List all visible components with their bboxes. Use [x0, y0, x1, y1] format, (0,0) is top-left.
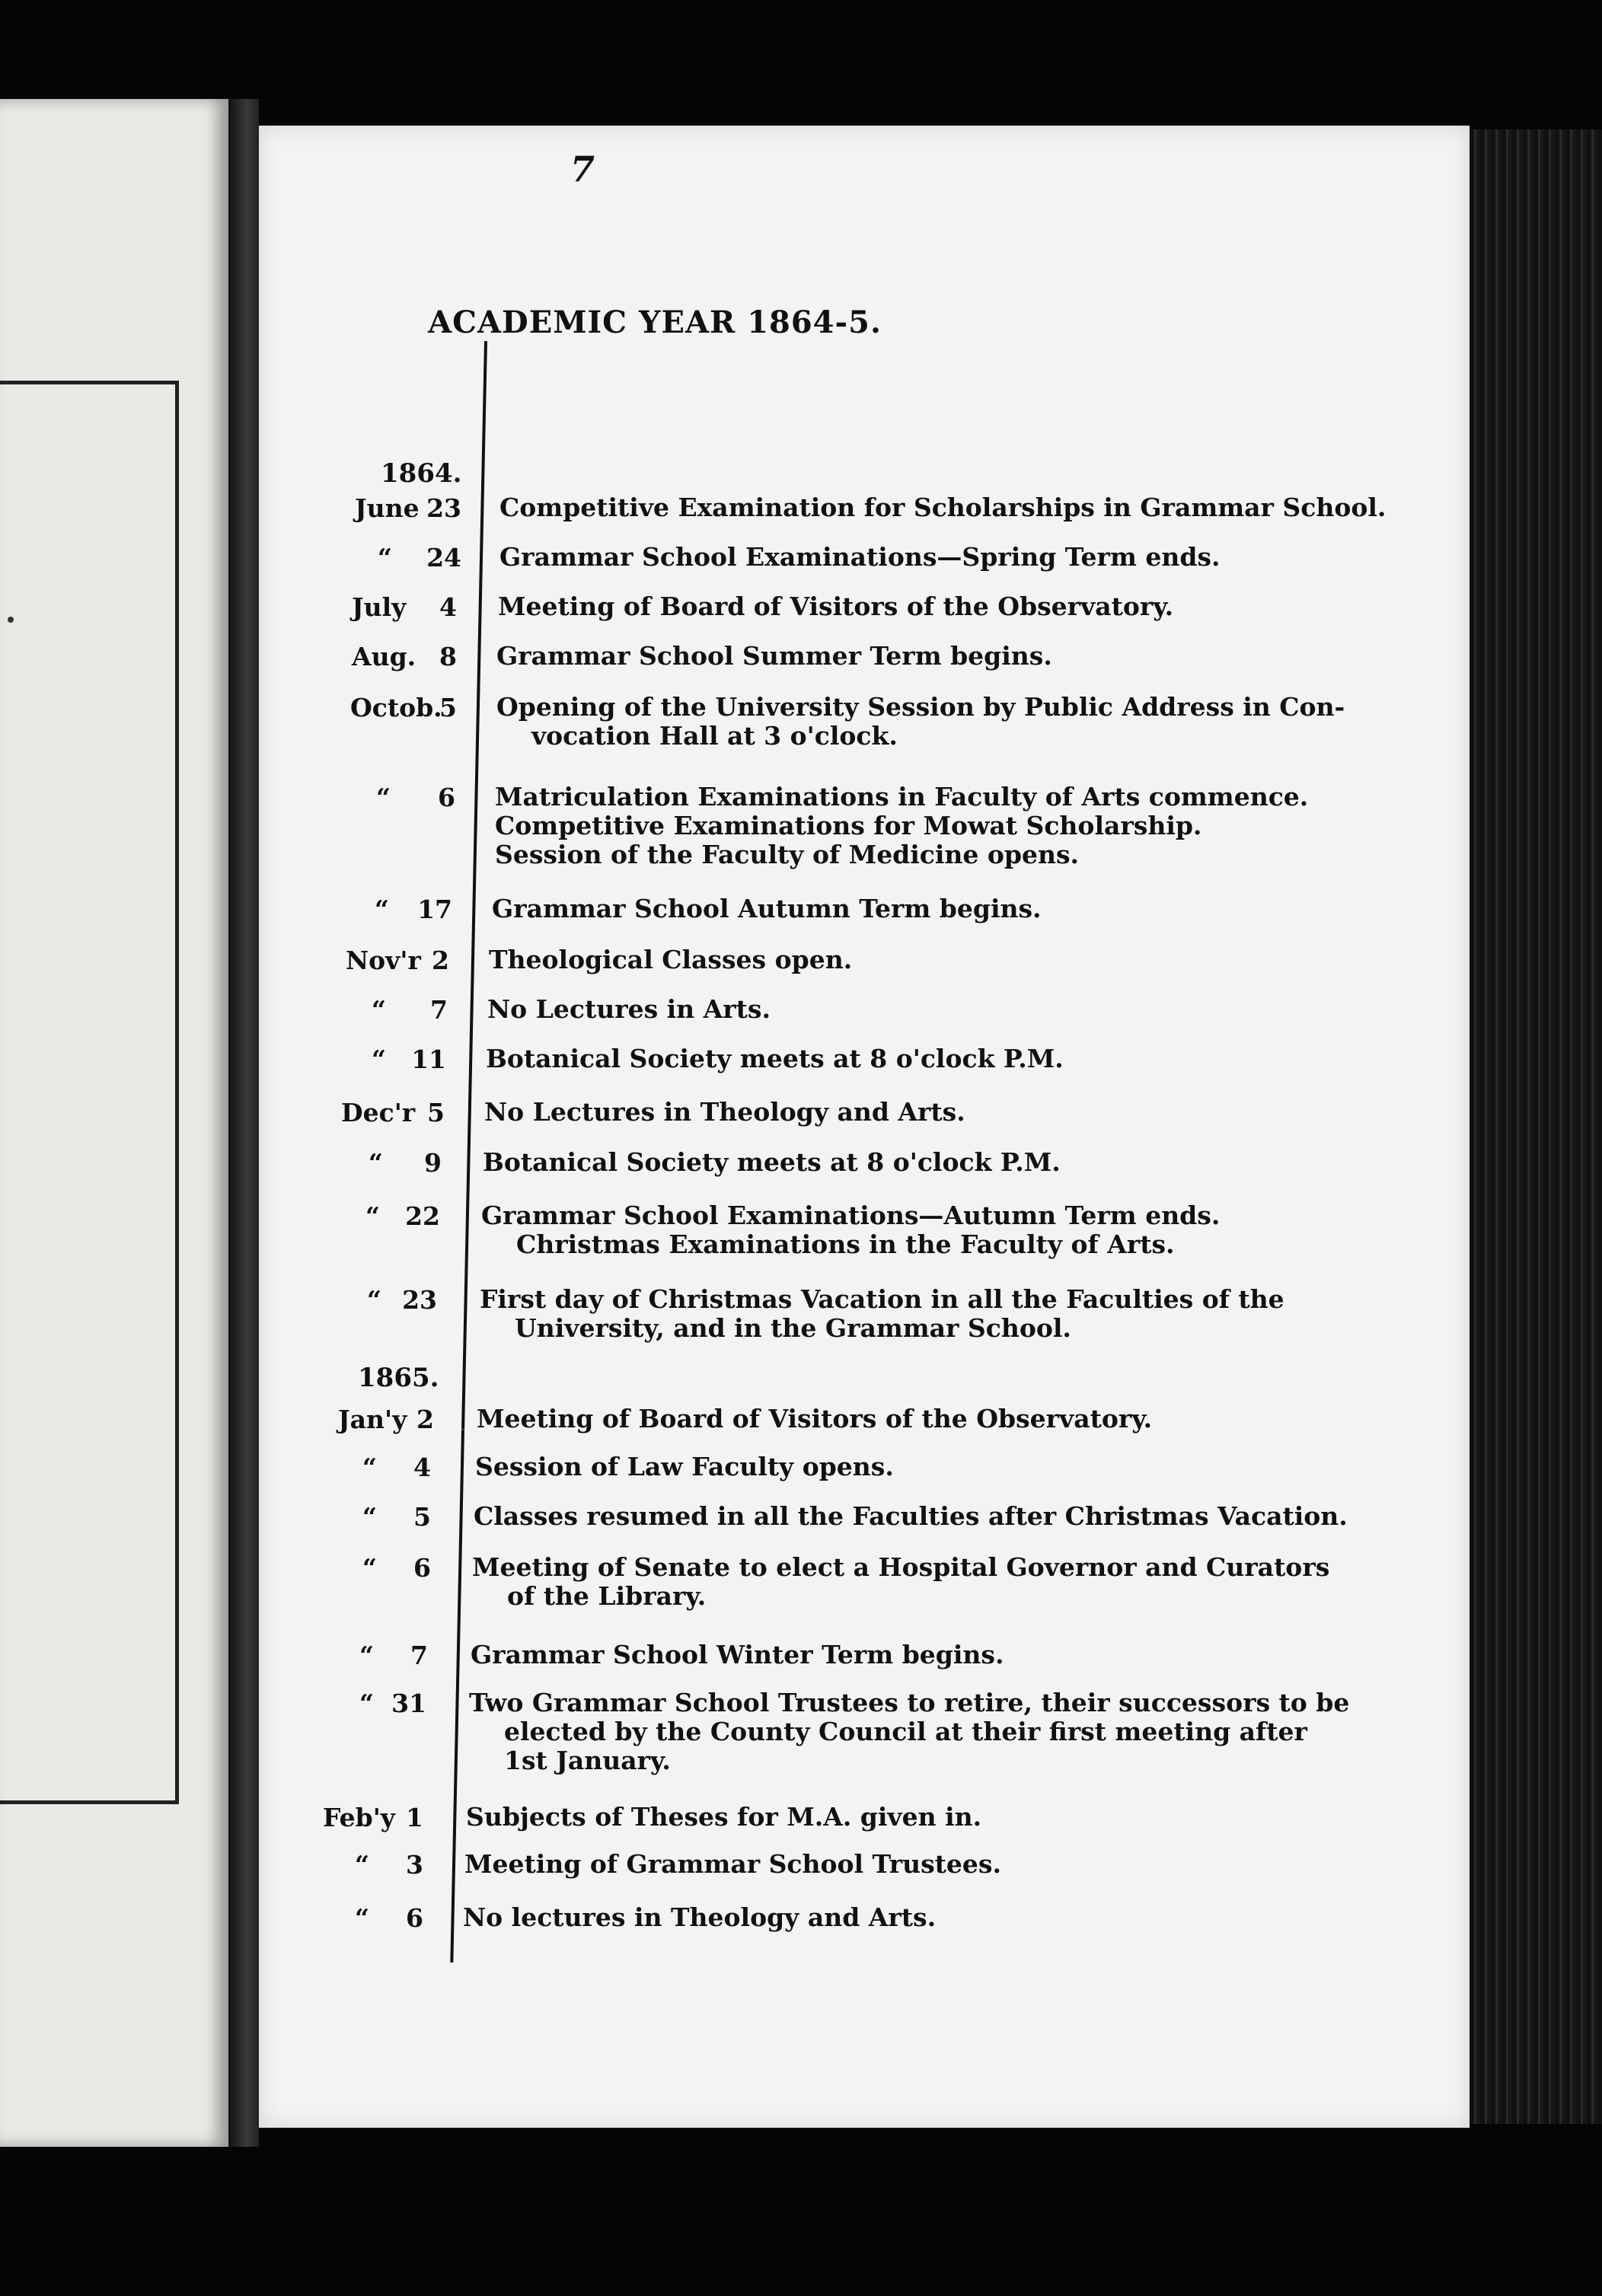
- entry-text: [474, 1502, 1348, 1531]
- entry-month: “: [362, 1453, 377, 1482]
- entry-text-line: 1st January.: [504, 1746, 671, 1775]
- entry-month: “: [372, 995, 386, 1025]
- entry-text-line: Grammar School Summer Term begins.: [496, 641, 1052, 671]
- entry-day: 7: [410, 1641, 428, 1670]
- entry-month: June: [355, 493, 420, 523]
- entry-month: “: [367, 1285, 381, 1315]
- entry-text-line: Theological Classes open.: [489, 945, 853, 974]
- entry-text: [492, 894, 1042, 923]
- entry-month: “: [365, 1201, 380, 1231]
- entry-day: 22: [405, 1201, 440, 1231]
- entry-text-line: Competitive Examinations for Mowat Scholarship.: [495, 811, 1202, 840]
- entry-day: 8: [439, 642, 457, 671]
- entry-text: [466, 1803, 981, 1832]
- entry-text-line: University, and in the Grammar School.: [515, 1313, 1071, 1343]
- year-label: 1865.: [358, 1363, 439, 1393]
- entry-month: “: [378, 543, 392, 572]
- entry-text: [481, 1201, 1220, 1259]
- entry-day: 9: [424, 1148, 442, 1178]
- entry-month: “: [372, 1044, 386, 1074]
- entry-text-line: No Lectures in Theology and Arts.: [484, 1097, 965, 1127]
- entry-day: 24: [426, 543, 461, 572]
- entry-month: July: [352, 592, 407, 622]
- entry-month: “: [362, 1502, 377, 1532]
- book-gutter: [228, 99, 259, 2147]
- entry-text-line: Meeting of Grammar School Trustees.: [464, 1849, 1001, 1879]
- entry-month: “: [369, 1148, 383, 1178]
- entry-month: “: [355, 1850, 369, 1880]
- entry-month: “: [359, 1641, 374, 1670]
- page-number: 7: [570, 148, 595, 190]
- entry-text: [486, 1044, 1064, 1073]
- entry-text-line: Matriculation Examinations in Faculty of Arts commence.: [495, 782, 1309, 812]
- entry-text-line: Meeting of Senate to elect a Hospital Governor and Curators: [472, 1552, 1330, 1582]
- entry-text: [475, 1453, 894, 1481]
- entry-text-line: Opening of the University Session by Public Address in Con-: [496, 692, 1345, 722]
- entry-text-line: Grammar School Autumn Term begins.: [492, 894, 1042, 923]
- facing-page-edge: [0, 99, 228, 2147]
- entry-text-line: Botanical Society meets at 8 o'clock P.M.: [486, 1044, 1064, 1073]
- entry-text: [480, 1285, 1284, 1343]
- entry-day: 4: [413, 1453, 431, 1482]
- entry-text-line: Classes resumed in all the Faculties after Christmas Vacation.: [474, 1501, 1348, 1531]
- entry-day: 6: [413, 1553, 431, 1583]
- entry-text: [483, 1148, 1061, 1177]
- entry-day: 31: [391, 1689, 426, 1718]
- entry-day: 6: [406, 1903, 423, 1933]
- entry-text: [489, 946, 852, 974]
- entry-text-line: First day of Christmas Vacation in all the Faculties of the: [480, 1284, 1284, 1314]
- entry-month: Octob.: [350, 693, 442, 722]
- entry-text-line: elected by the County Council at their first meeting after: [504, 1717, 1307, 1746]
- entry-month: “: [375, 894, 389, 924]
- entry-text-line: Competitive Examination for Scholarships in Grammar School.: [499, 493, 1387, 522]
- entry-month: “: [362, 1553, 377, 1583]
- entry-day: 7: [430, 995, 448, 1025]
- entry-text-line: Session of Law Faculty opens.: [475, 1452, 894, 1481]
- entry-text: [469, 1689, 1349, 1775]
- year-label: 1864.: [381, 458, 462, 489]
- entry-text: [499, 493, 1386, 522]
- entry-text: [487, 995, 771, 1024]
- page-stack-edge: [1470, 129, 1602, 2124]
- entry-text-line: Two Grammar School Trustees to retire, their successors to be: [469, 1688, 1350, 1717]
- entry-text-line: Grammar School Winter Term begins.: [471, 1640, 1004, 1669]
- entry-day: 2: [432, 946, 449, 975]
- entry-text: [484, 1098, 965, 1127]
- entry-text-line: No lectures in Theology and Arts.: [463, 1902, 937, 1932]
- entry-day: 23: [426, 493, 461, 523]
- entry-text: [495, 783, 1308, 869]
- entry-text-line: Botanical Society meets at 8 o'clock P.M.: [483, 1147, 1061, 1177]
- entry-text-line: Meeting of Board of Visitors of the Observatory.: [498, 592, 1174, 621]
- entry-month: Nov'r: [346, 946, 421, 975]
- entry-text: [499, 543, 1220, 572]
- entry-day: 2: [416, 1405, 434, 1434]
- entry-day: 11: [411, 1044, 446, 1074]
- entry-text-line: Meeting of Board of Visitors of the Observatory.: [477, 1404, 1153, 1433]
- entry-text-line: vocation Hall at 3 o'clock.: [531, 721, 898, 751]
- entry-day: 6: [438, 783, 455, 812]
- entry-month: Feb'y: [323, 1803, 395, 1832]
- entry-text-line: No Lectures in Arts.: [487, 994, 771, 1024]
- entry-day: 17: [417, 894, 452, 924]
- entry-text: [477, 1405, 1152, 1433]
- entry-text-line: Grammar School Examinations—Spring Term ends.: [499, 542, 1221, 572]
- entry-text: [471, 1641, 1004, 1669]
- entry-day: 1: [406, 1803, 423, 1832]
- entry-day: 5: [439, 693, 457, 722]
- entry-text-line: Subjects of Theses for M.A. given in.: [466, 1802, 982, 1832]
- entry-day: 5: [413, 1502, 431, 1532]
- entry-text: [496, 693, 1345, 751]
- entry-day: 5: [427, 1098, 445, 1127]
- entry-month: “: [376, 783, 391, 812]
- entry-day: 3: [406, 1850, 423, 1880]
- entry-month: Aug.: [352, 642, 416, 671]
- entry-month: “: [359, 1689, 374, 1718]
- entry-month: Dec'r: [341, 1098, 416, 1127]
- entry-text: [463, 1903, 936, 1932]
- facing-page-frame: [0, 381, 179, 1804]
- entry-text: [498, 592, 1173, 621]
- entry-text-line: of the Library.: [507, 1581, 707, 1611]
- ink-speck: [8, 617, 14, 623]
- entry-day: 23: [402, 1285, 437, 1315]
- entry-month: “: [355, 1903, 369, 1933]
- entry-text: [472, 1553, 1329, 1611]
- entry-text-line: Grammar School Examinations—Autumn Term ends.: [481, 1201, 1221, 1230]
- section-heading: ACADEMIC YEAR 1864-5.: [428, 305, 882, 340]
- entry-text-line: Session of the Faculty of Medicine opens.: [495, 840, 1080, 869]
- entry-text: [496, 642, 1052, 671]
- entry-text-line: Christmas Examinations in the Faculty of Arts.: [516, 1229, 1175, 1259]
- entry-day: 4: [439, 592, 457, 622]
- entry-text: [464, 1850, 1001, 1879]
- entry-month: Jan'y: [338, 1405, 407, 1434]
